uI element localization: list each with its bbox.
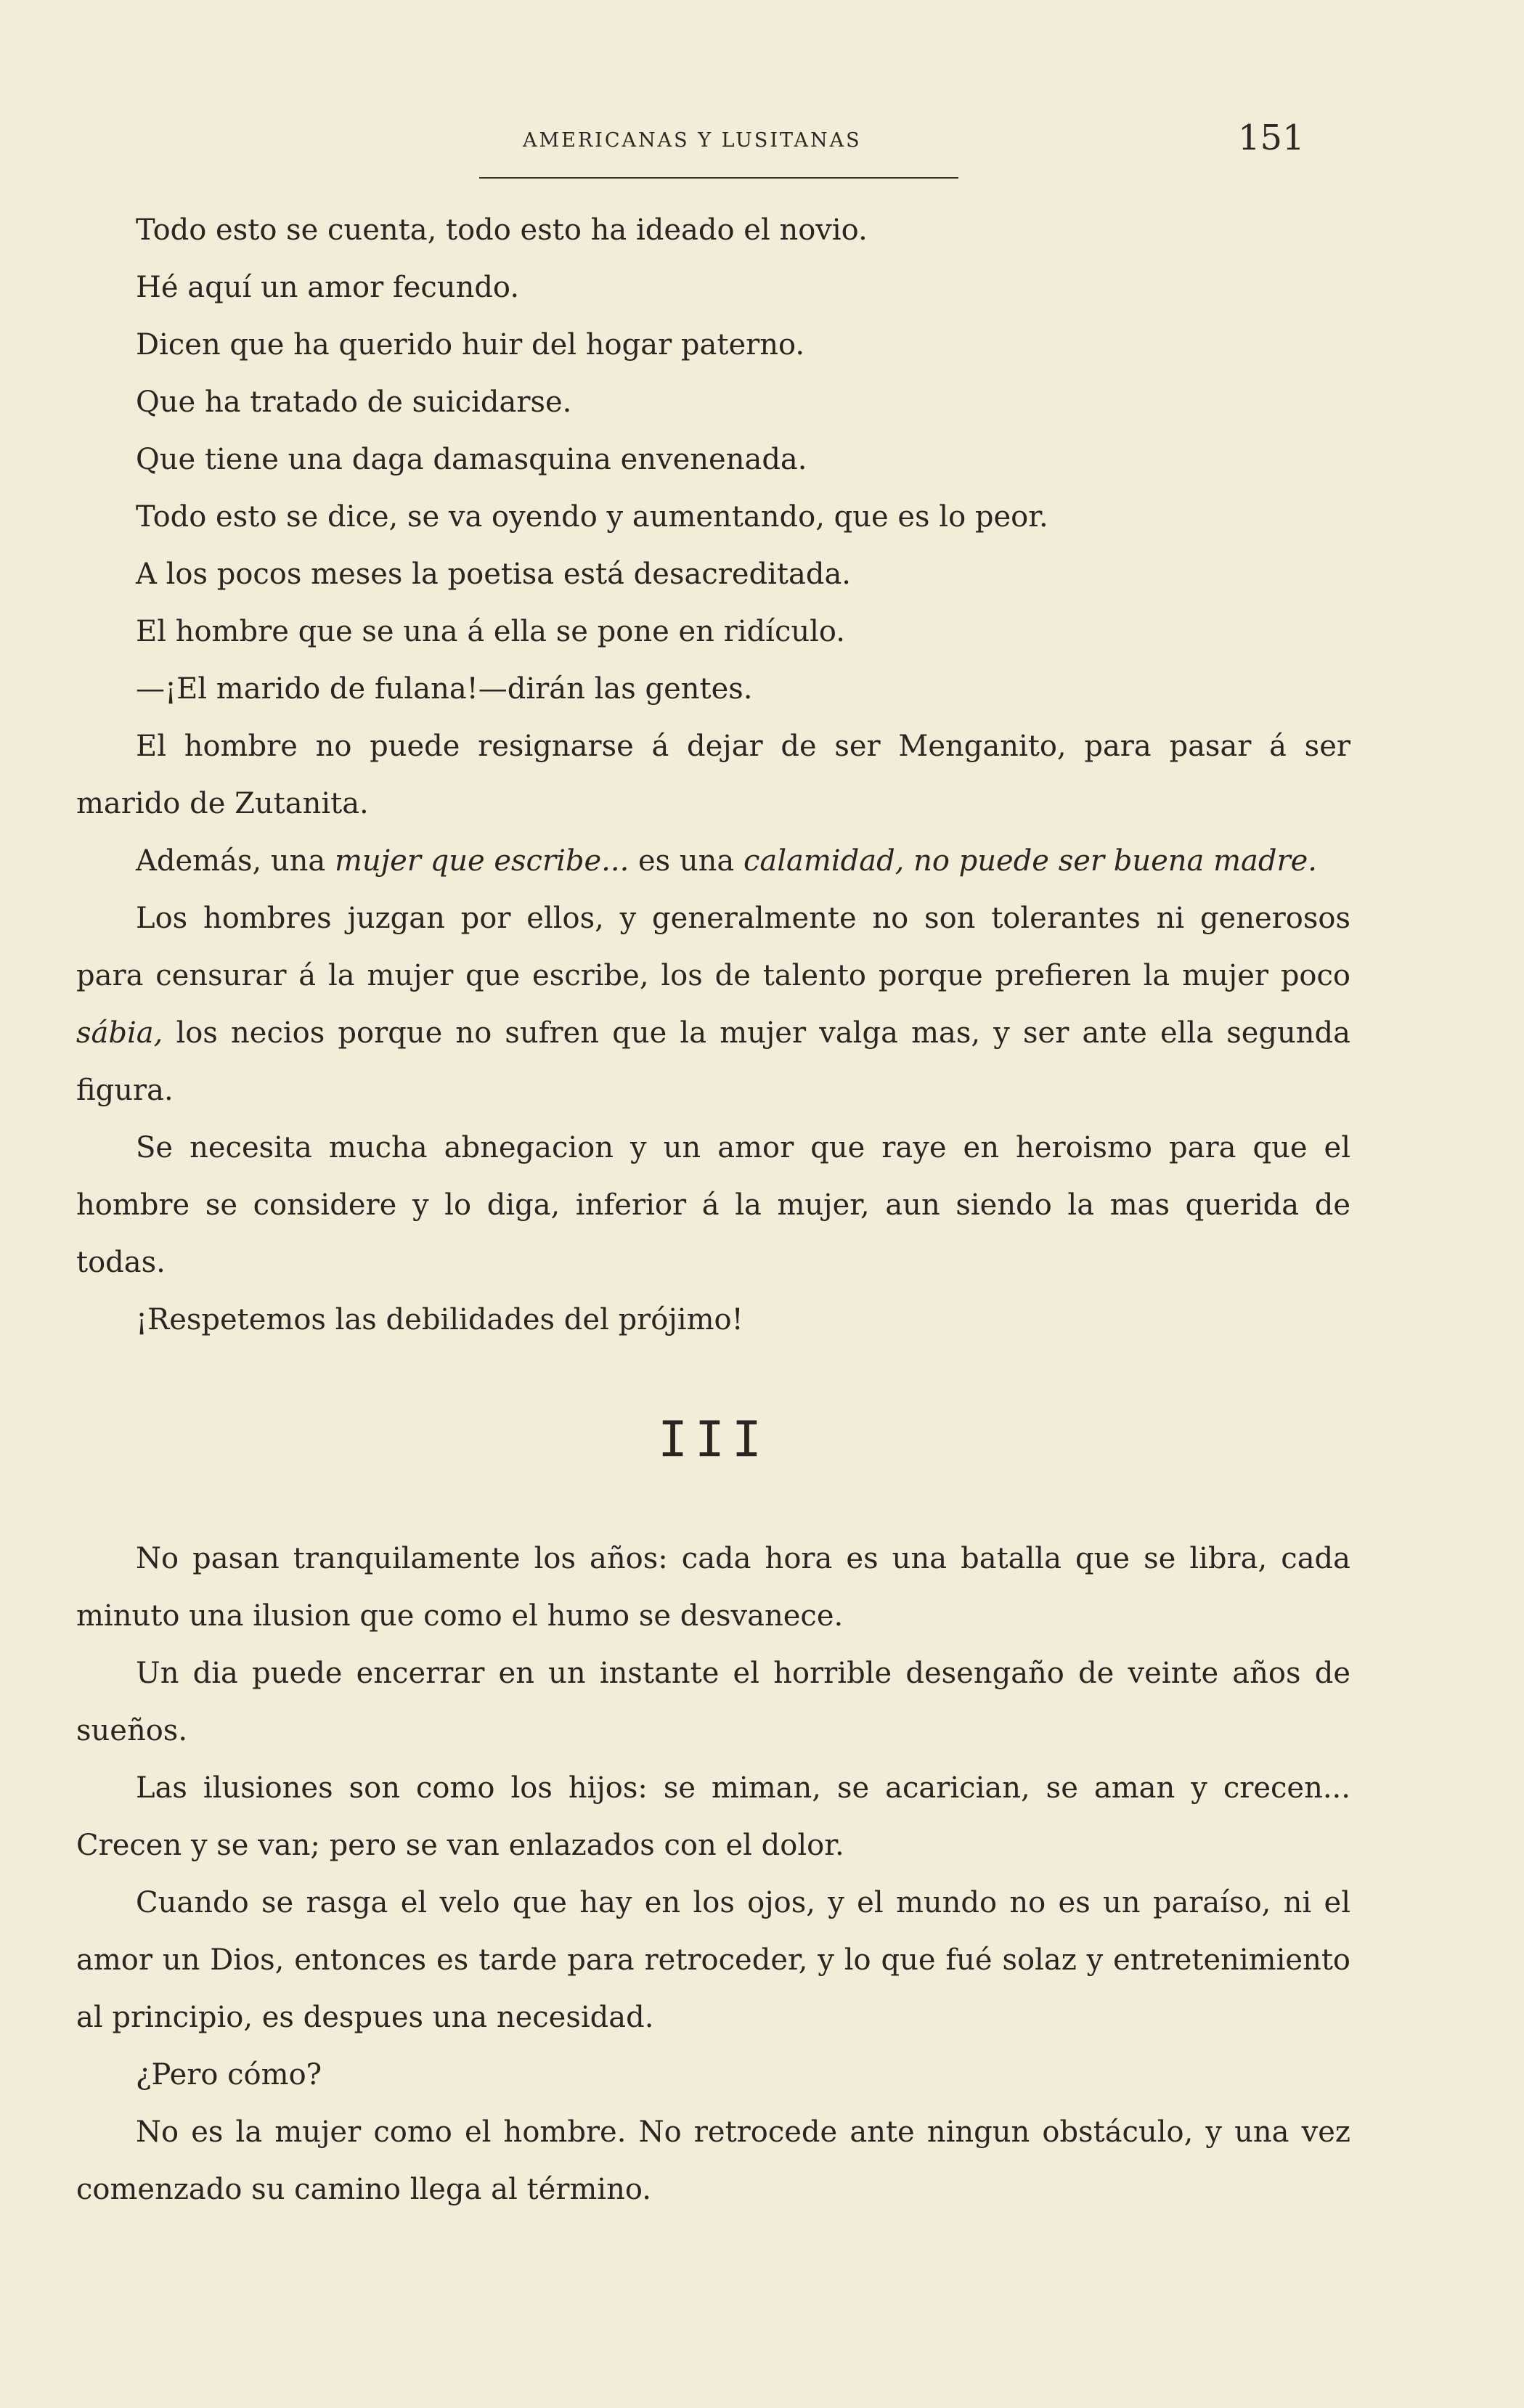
paragraph: ¡Respetemos las debilidades del prójimo! [136,1303,743,1336]
italic-phrase: calamidad, no puede ser buena madre. [743,844,1317,878]
paragraph: Hé aquí un amor fecundo. [136,271,520,304]
header-rule [479,177,958,179]
paragraph: Cuando se rasga el velo que hay en los ojos, y el mundo no es un paraíso, ni el amor un Dios, entonces es tarde para retroceder, y lo que fué solaz y entretenimiento al principio, es despues una necesidad. [76,1886,1350,2034]
paragraph: A los pocos meses la poetisa está desacreditada. [136,558,852,591]
paragraph: —¡El marido de fulana!—dirán las gentes. [136,672,753,706]
body-text [76,202,1350,2219]
paragraph: Que tiene una daga damasquina envenenada. [136,443,807,476]
paragraph: Todo esto se cuenta, todo esto ha ideado el novio. [136,213,868,247]
paragraph: Un dia puede encerrar en un instante el horrible desengaño de veinte años de sueños. [76,1657,1350,1747]
paragraph [76,833,1350,890]
paragraph: Las ilusiones son como los hijos: se miman, se acarician, se aman y crecen... Crecen y se van; pero se van enlazados con el dolor. [76,1771,1350,1862]
paragraph: ¿Pero cómo? [136,2058,322,2091]
paragraph: Se necesita mucha abnegacion y un amor que raye en heroismo para que el hombre se considere y lo diga, inferior á la mujer, aun siendo la mas querida de todas. [76,1131,1350,1279]
paragraph: El hombre no puede resignarse á dejar de ser Menganito, para pasar á ser marido de Zutanita. [76,730,1350,820]
paragraph: El hombre que se una á ella se pone en ridículo. [136,615,845,648]
section-heading: III [658,1411,769,1469]
paragraph: No pasan tranquilamente los años: cada hora es una batalla que se libra, cada minuto una ilusion que como el humo se desvanece. [76,1542,1350,1633]
paragraph: Que ha tratado de suicidarse. [136,385,572,419]
page-number: 151 [1238,118,1305,158]
paragraph: No es la mujer como el hombre. No retrocede ante ningun obstáculo, y una vez comenzado su camino llega al término. [76,2115,1350,2206]
paragraph: Todo esto se dice, se va oyendo y aumentando, que es lo peor. [136,500,1048,534]
paragraph-text: Los hombres juzgan por ellos, y generalmente no son tolerantes ni generosos para censurar á la mujer que escribe, los de talento porque prefieren la mujer poco [76,902,1350,992]
paragraph-text: es una [629,844,743,878]
running-title: AMERICANAS Y LUSITANAS [523,129,862,152]
italic-phrase: sábia, [76,1016,163,1050]
paragraph: Dicen que ha querido huir del hogar paterno. [136,328,805,362]
italic-phrase: mujer que escribe... [334,844,629,878]
paragraph-text: Además, una [136,844,335,878]
paragraph [76,890,1350,1119]
paragraph-text: los necios porque no sufren que la mujer valga mas, y ser ante ella segunda figura. [76,1016,1350,1107]
